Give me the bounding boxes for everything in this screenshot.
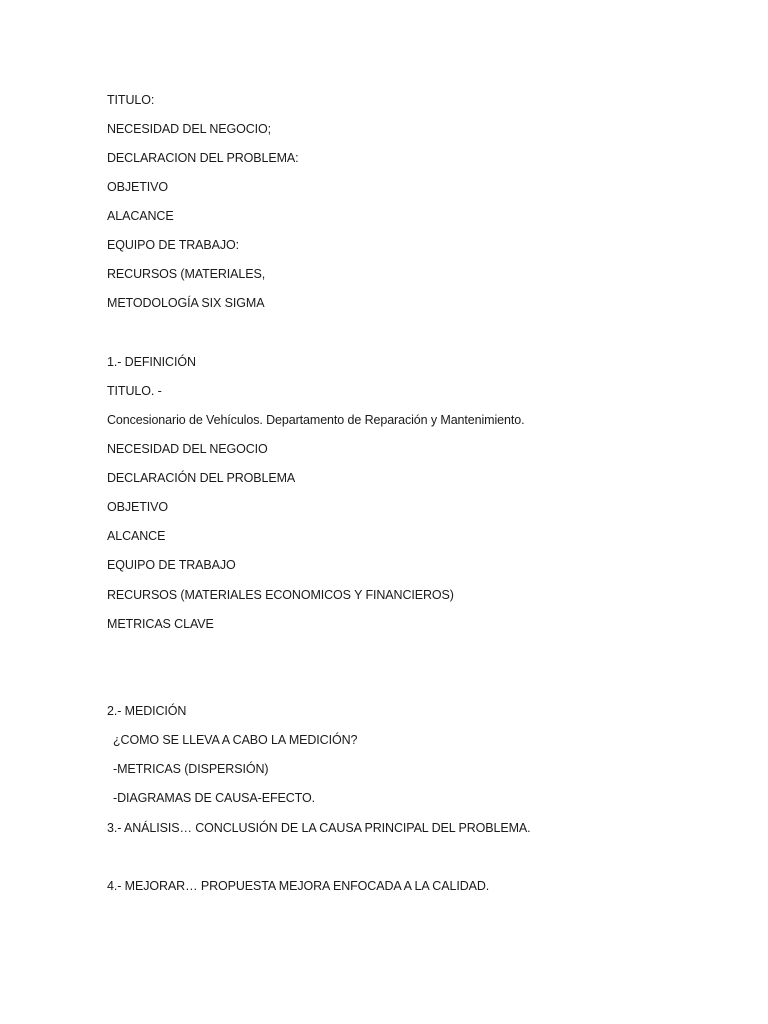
section3-heading: 3.- ANÁLISIS… CONCLUSIÓN DE LA CAUSA PRINCIPAL DEL PROBLEMA. — [107, 821, 531, 835]
section1-line-necesidad: NECESIDAD DEL NEGOCIO — [107, 442, 268, 456]
header-line-metodologia: METODOLOGÍA SIX SIGMA — [107, 296, 265, 310]
section2-heading: 2.- MEDICIÓN — [107, 704, 187, 718]
section1-line-equipo: EQUIPO DE TRABAJO — [107, 558, 236, 572]
section2-line-diagramas: -DIAGRAMAS DE CAUSA-EFECTO. — [113, 791, 315, 805]
section1-line-alcance: ALCANCE — [107, 529, 166, 543]
section2-line-como: ¿COMO SE LLEVA A CABO LA MEDICIÓN? — [113, 733, 358, 747]
header-line-objetivo: OBJETIVO — [107, 180, 169, 194]
section1-line-recursos: RECURSOS (MATERIALES ECONOMICOS Y FINANCIEROS) — [107, 588, 454, 602]
header-line-alcance: ALACANCE — [107, 209, 174, 223]
section1-line-concesionario: Concesionario de Vehículos. Departamento de Reparación y Mantenimiento. — [107, 413, 525, 427]
header-line-declaracion: DECLARACION DEL PROBLEMA: — [107, 151, 299, 165]
section4-heading: 4.- MEJORAR… PROPUESTA MEJORA ENFOCADA A LA CALIDAD. — [107, 879, 490, 893]
section1-line-declaracion: DECLARACIÓN DEL PROBLEMA — [107, 471, 296, 485]
header-line-equipo: EQUIPO DE TRABAJO: — [107, 238, 240, 252]
header-line-titulo: TITULO: — [107, 93, 155, 107]
section1-line-metricas: METRICAS CLAVE — [107, 617, 214, 631]
section1-line-titulo: TITULO. - — [107, 384, 162, 398]
header-line-necesidad: NECESIDAD DEL NEGOCIO; — [107, 122, 272, 136]
section1-line-objetivo: OBJETIVO — [107, 500, 169, 514]
header-line-recursos: RECURSOS (MATERIALES, — [107, 267, 266, 281]
section2-line-metricas: -METRICAS (DISPERSIÓN) — [113, 762, 269, 776]
section1-heading: 1.- DEFINICIÓN — [107, 355, 196, 369]
